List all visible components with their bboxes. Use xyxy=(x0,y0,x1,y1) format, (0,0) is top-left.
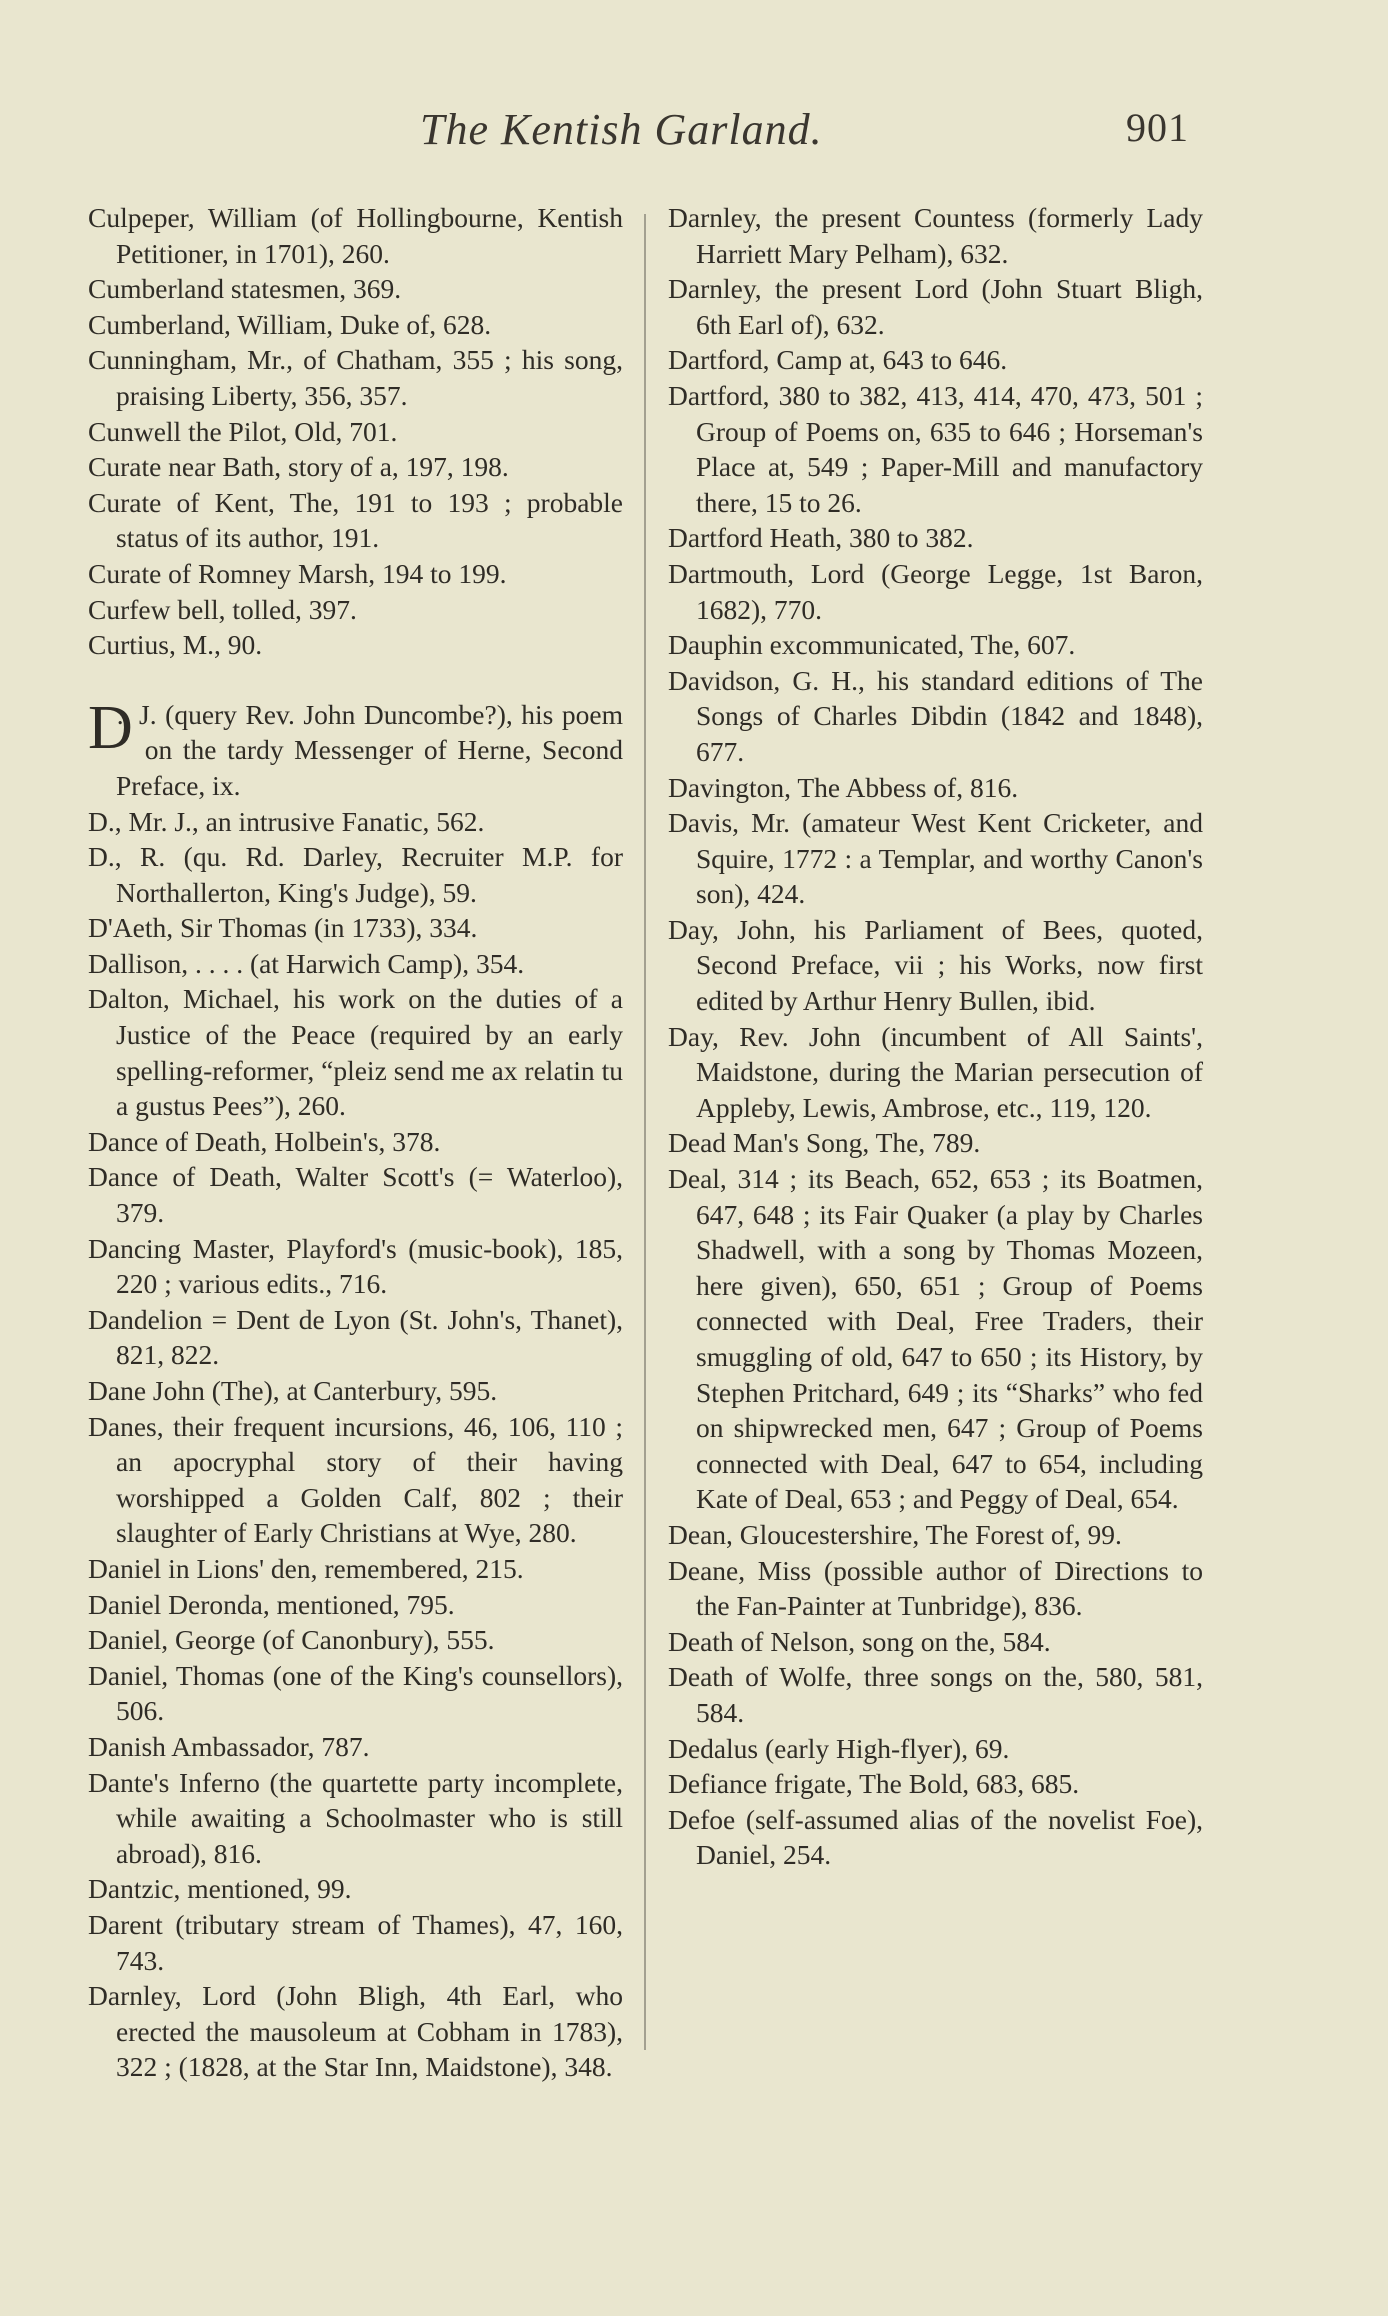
index-entry: Cunwell the Pilot, Old, 701. xyxy=(88,415,398,447)
index-entry: D., Mr. J., an intrusive Fanatic, 562. xyxy=(88,805,485,837)
index-entry-text: ., J. (query Rev. John Duncombe?), his poem on the tardy Messenger of Herne, Second Preface, ix. xyxy=(116,698,623,801)
index-entry: Cumberland, William, Duke of, 628. xyxy=(88,308,492,340)
index-entry: Curate of Kent, The, 191 to 193 ; probable status of its author, 191. xyxy=(88,486,623,554)
index-entry: Dancing Master, Playford's (music-book), 185, 220 ; various edits., 716. xyxy=(88,1232,623,1300)
index-entry: Dandelion = Dent de Lyon (St. John's, Thanet), 821, 822. xyxy=(88,1303,623,1371)
index-entry: Davidson, G. H., his standard editions of The Songs of Charles Dibdin (1842 and 1848), 677. xyxy=(668,664,1203,767)
index-entry: Dance of Death, Holbein's, 378. xyxy=(88,1125,441,1157)
index-entry: Cumberland statesmen, 369. xyxy=(88,273,402,305)
index-entry: Daniel Deronda, mentioned, 795. xyxy=(88,1588,455,1620)
index-entry: Defiance frigate, The Bold, 683, 685. xyxy=(668,1768,1080,1800)
index-entry: Danish Ambassador, 787. xyxy=(88,1730,370,1762)
index-entry: Death of Wolfe, three songs on the, 580, 581, 584. xyxy=(668,1661,1203,1728)
index-entry: Dane John (The), at Canterbury, 595. xyxy=(88,1375,498,1406)
index-entry: Darent (tributary stream of Thames), 47, 160, 743. xyxy=(88,1908,623,1976)
index-entry: Dartford Heath, 380 to 382. xyxy=(668,522,974,554)
index-entry: Davis, Mr. (amateur West Kent Cricketer, and Squire, 1772 : a Templar, and worthy Canon's son), 424. xyxy=(668,807,1203,910)
index-entry: Danes, their frequent incursions, 46, 106, 110 ; an apocryphal story of their having worshipped a Golden Calf, 802 ; their slaughter of Early Christians at Wye, 280. xyxy=(88,1410,623,1549)
index-entry: Dantzic, mentioned, 99. xyxy=(88,1873,352,1905)
index-entry: Darnley, Lord (John Bligh, 4th Earl, who erected the mausoleum at Cobham in 1783), 322 ; (1828, at the Star Inn, Maidstone), 348. xyxy=(88,1980,623,2083)
running-title: The Kentish Garland. xyxy=(420,105,823,154)
index-entry: Defoe (self-assumed alias of the novelist Foe), Daniel, 254. xyxy=(668,1803,1203,1871)
index-entry: Deane, Miss (possible author of Directions to the Fan-Painter at Tunbridge), 836. xyxy=(668,1554,1203,1622)
index-entry: Davington, The Abbess of, 816. xyxy=(668,771,1019,803)
index-entry: Dance of Death, Walter Scott's (= Waterloo), 379. xyxy=(88,1161,623,1229)
index-entry: Curtius, M., 90. xyxy=(88,629,263,661)
index-entry: Dartford, Camp at, 643 to 646. xyxy=(668,344,1008,376)
index-entry: Dante's Inferno (the quartette party incomplete, while awaiting a Schoolmaster who is still abroad), 816. xyxy=(88,1766,623,1869)
index-entry: Darnley, the present Lord (John Stuart Bligh, 6th Earl of), 632. xyxy=(668,273,1203,340)
index-entry: Dead Man's Song, The, 789. xyxy=(668,1127,981,1159)
index-entry: Dauphin excommunicated, The, 607. xyxy=(668,629,1076,661)
index-column-left xyxy=(88,200,623,2085)
index-entry: Daniel, George (of Canonbury), 555. xyxy=(88,1624,495,1656)
index-entry: Curfew bell, tolled, 397. xyxy=(88,593,357,625)
index-entry: Deal, 314 ; its Beach, 652, 653 ; its Boatmen, 647, 648 ; its Fair Quaker (a play by Charles Shadwell, with a song by Thomas Mozeen, here given), 650, 651 ; Group of Poems connected with Deal, Free Traders, their smuggling of old, 647 to 650 ; its History, by Stephen Pritchard, 649 ; its “Sharks” who fed on shipwrecked men, 647 ; Group of Poems connected with Deal, 647 to 654, including Kate of Deal, 653 ; and Peggy of Deal, 654. xyxy=(668,1163,1203,1515)
column-divider xyxy=(644,214,646,2050)
page-header xyxy=(0,104,1388,164)
index-entry: Dean, Gloucestershire, The Forest of, 99. xyxy=(668,1518,1122,1550)
index-entry: Cunningham, Mr., of Chatham, 355 ; his song, praising Liberty, 356, 357. xyxy=(88,344,623,411)
index-entry: Darnley, the present Countess (formerly Lady Harriett Mary Pelham), 632. xyxy=(668,202,1203,269)
index-entry: Daniel, Thomas (one of the King's counsellors), 506. xyxy=(88,1659,623,1727)
index-entry: Dedalus (early High-flyer), 69. xyxy=(668,1732,1010,1764)
index-entry: Daniel in Lions' den, remembered, 215. xyxy=(88,1552,524,1584)
index-column-right xyxy=(668,200,1203,1873)
index-entry: Death of Nelson, song on the, 584. xyxy=(668,1625,1051,1657)
index-entry: Day, John, his Parliament of Bees, quoted, Second Preface, vii ; his Works, now first edited by Arthur Henry Bullen, ibid. xyxy=(668,913,1203,1017)
index-entry: D'Aeth, Sir Thomas (in 1733), 334. xyxy=(88,912,478,944)
index-entry: Curate near Bath, story of a, 197, 198. xyxy=(88,451,509,483)
index-entry: Dartford, 380 to 382, 413, 414, 470, 473, 501 ; Group of Poems on, 635 to 646 ; Horseman's Place at, 549 ; Paper-Mill and manufactory there, 15 to 26. xyxy=(668,379,1203,518)
index-entry: Dartmouth, Lord (George Legge, 1st Baron, 1682), 770. xyxy=(668,557,1203,625)
index-entry-section-d xyxy=(88,693,623,804)
index-entry: Dallison, . . . . (at Harwich Camp), 354. xyxy=(88,947,525,979)
index-entry: Day, Rev. John (incumbent of All Saints', Maidstone, during the Marian persecution of Appleby, Lewis, Ambrose, etc., 119, 120. xyxy=(668,1020,1203,1123)
index-entry: Culpeper, William (of Hollingbourne, Kentish Petitioner, in 1701), 260. xyxy=(88,202,623,269)
drop-cap-letter: D xyxy=(88,693,133,762)
index-entry: Dalton, Michael, his work on the duties of a Justice of the Peace (required by an early spelling-reformer, “pleiz send me ax relatin tu a gustus Pees”), 260. xyxy=(88,983,623,1122)
index-entry: D., R. (qu. Rd. Darley, Recruiter M.P. for Northallerton, King's Judge), 59. xyxy=(88,841,623,908)
index-entry: Curate of Romney Marsh, 194 to 199. xyxy=(88,557,507,589)
page-number: 901 xyxy=(1126,105,1189,150)
